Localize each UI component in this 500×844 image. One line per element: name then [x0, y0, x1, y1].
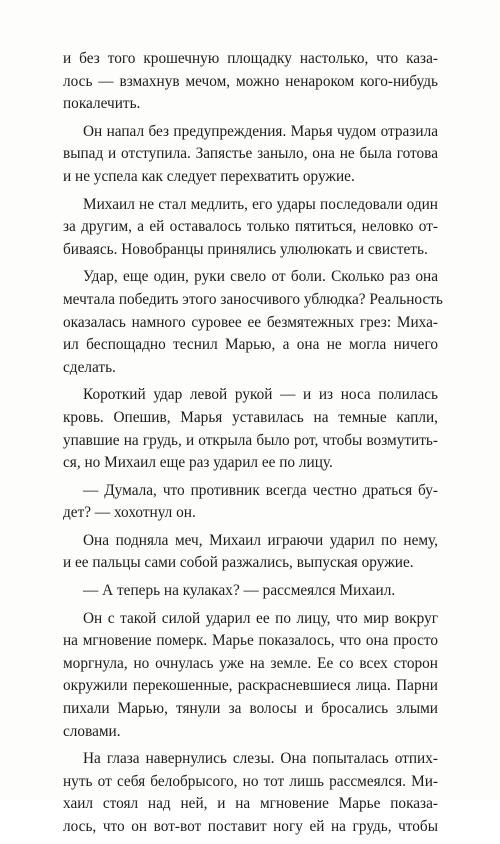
paragraph [63, 194, 438, 262]
text-line: Михаил не стал медлить, его удары последовали один [83, 195, 438, 213]
text-line: дет? — хохотнул он. [63, 504, 196, 522]
text-line: — А теперь на кулаках? — рассмеялся Михаил. [83, 582, 396, 600]
text-line: покалечить. [63, 95, 141, 113]
text-line: моргнула, но очнулась уже на земле. Ее со всех сторон [63, 654, 438, 672]
paragraph [63, 480, 438, 525]
paragraph [63, 121, 438, 189]
text-line: Короткий удар левой рукой — и из носа полилась [83, 386, 438, 404]
text-line: хаил стоял над ней, и на мгновение Марье показа- [63, 795, 438, 813]
paragraph [63, 266, 443, 379]
text-line: ся, но Михаил еще раз ударил ее по лицу. [63, 454, 333, 472]
text-line: и без того крошечную площадку настолько, что каза- [63, 50, 438, 67]
paragraph [63, 608, 438, 744]
text-line: окружили перекошенные, раскрасневшиеся лица. Парни [63, 677, 438, 695]
text-line: на мгновение померк. Марье показалось, что она просто [63, 632, 438, 650]
text-line: лось, что он вот-вот поставит ногу ей на грудь, чтобы [63, 818, 438, 835]
text-line: сделать. [63, 358, 116, 376]
text-line: На глаза навернулись слезы. Она попыталась отпих- [83, 750, 438, 768]
paragraph [63, 384, 438, 474]
text-line: пихали Марью, тянули за волосы и бросались злыми [63, 700, 438, 718]
text-line: Удар, еще один, руки свело от боли. Сколько раз она [83, 268, 438, 286]
paragraph [63, 530, 438, 575]
text-line: словами. [63, 722, 121, 740]
text-line: оказалась намного суровее ее безмятежных грез: Миха- [63, 313, 438, 331]
text-line: нуть от себя белобрысого, но тот лишь рассмеялся. Ми- [63, 772, 438, 790]
text-line: биваясь. Новобранцы принялись улюлюкать и свистеть. [63, 240, 428, 258]
paragraph [63, 48, 438, 116]
text-line: упавшие на грудь, и открыла было рот, чтобы возмутить- [63, 431, 438, 449]
paragraph [63, 580, 438, 603]
text-line: — Думала, что противник всегда честно драться бу- [83, 481, 438, 499]
text-line: за другим, а ей оставалось только пятиться, неловко от- [63, 218, 438, 236]
text-line: лось — взмахнув мечом, можно ненароком кого-нибудь [63, 72, 438, 90]
text-line: ил беспощадно теснил Марью, а она не могла ничего [63, 336, 438, 354]
text-line: и не успела как следует перехватить оружие. [63, 167, 355, 185]
body-text [63, 48, 443, 844]
text-line: выпад и отступила. Запястье заныло, она не была готова [63, 145, 438, 163]
text-line: кровь. Опешив, Марья уставилась на темные капли, [63, 408, 438, 426]
text-line: и ее пальцы сами собой разжались, выпуская оружие. [63, 554, 414, 572]
paragraph [63, 748, 438, 838]
text-line: Он напал без предупреждения. Марья чудом отразила [83, 122, 438, 140]
text-line: Она подняла меч, Михаил играючи ударил по нему, [83, 531, 438, 549]
text-line: Он с такой силой ударил ее по лицу, что мир вокруг [83, 609, 438, 627]
text-line: мечтала победить этого заносчивого ублюдка? Реальность [63, 290, 443, 308]
